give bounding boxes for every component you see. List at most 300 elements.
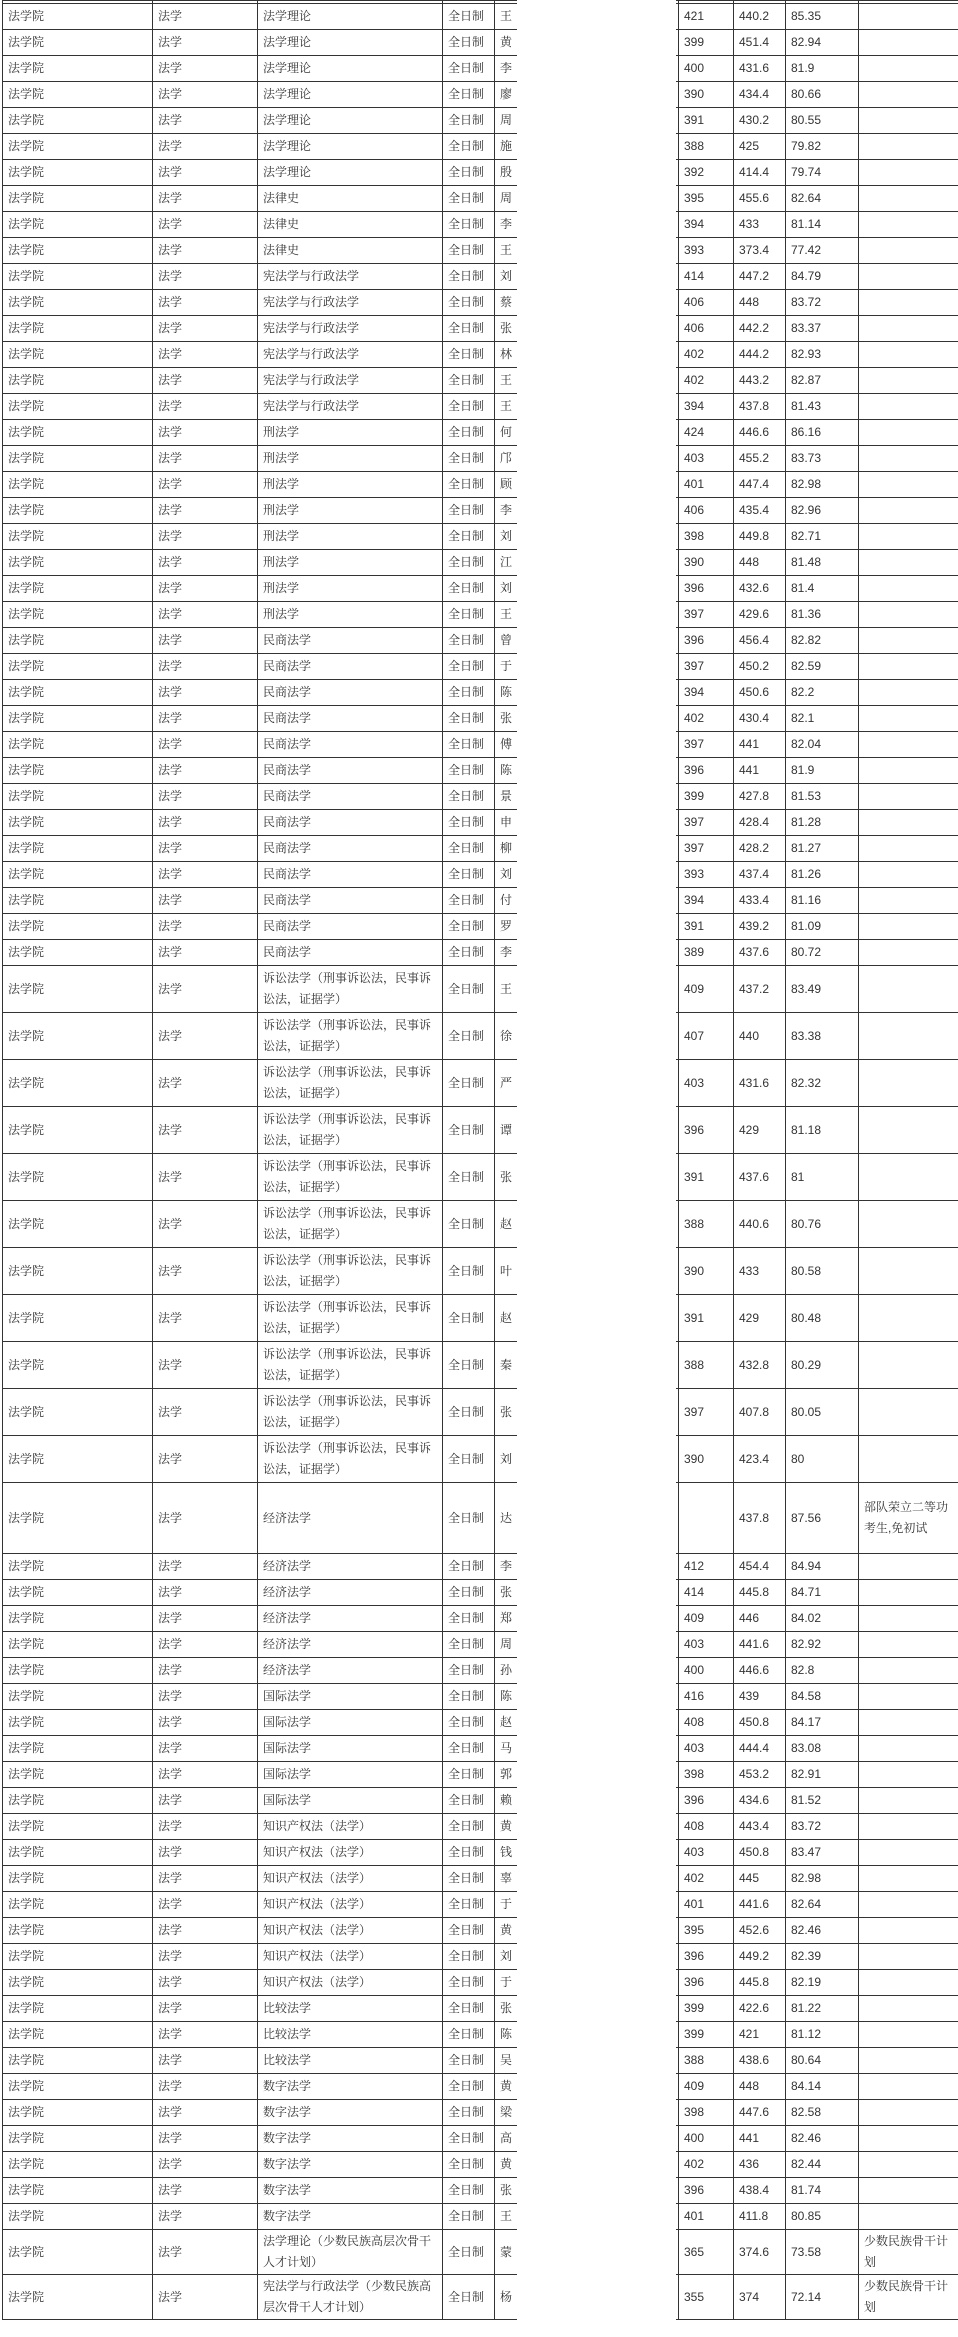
cell-score-2: 445.8	[734, 1580, 786, 1606]
cell-score-1: 398	[679, 2100, 734, 2126]
cell-score-2: 449.2	[734, 1944, 786, 1970]
table-row	[3, 212, 958, 238]
cell-score-1: 424	[679, 420, 734, 446]
table-row	[3, 1248, 958, 1295]
cell-study-mode: 全日制	[443, 2048, 495, 2074]
cell-remark	[859, 732, 958, 758]
cell-college: 法学院	[3, 160, 153, 186]
table-row	[3, 1606, 958, 1632]
cell-score-2: 429	[734, 1295, 786, 1342]
cell-score-2: 440.6	[734, 1201, 786, 1248]
cell-score-1: 397	[679, 602, 734, 628]
cell-score-3: 72.14	[786, 2275, 859, 2320]
cell-study-mode: 全日制	[443, 836, 495, 862]
cell-score-2: 439.2	[734, 914, 786, 940]
cell-score-3: 82.46	[786, 1918, 859, 1944]
cell-college: 法学院	[3, 1632, 153, 1658]
cell-candidate-name: 严	[495, 1060, 679, 1107]
cell-score-2: 441.6	[734, 1892, 786, 1918]
cell-study-mode: 全日制	[443, 1996, 495, 2022]
cell-study-mode: 全日制	[443, 1342, 495, 1389]
cell-college: 法学院	[3, 1606, 153, 1632]
cell-score-2: 433	[734, 212, 786, 238]
table-row	[3, 1436, 958, 1483]
cell-research-direction: 诉讼法学（刑事诉讼法，民事诉讼法，证据学）	[258, 1436, 443, 1483]
table-row	[3, 1996, 958, 2022]
cell-remark	[859, 30, 958, 56]
cell-score-3: 81.9	[786, 56, 859, 82]
cell-remark	[859, 290, 958, 316]
table-row	[3, 2100, 958, 2126]
cell-research-direction: 民商法学	[258, 784, 443, 810]
cell-score-2: 450.8	[734, 1710, 786, 1736]
cell-remark	[859, 1389, 958, 1436]
cell-candidate-name: 王	[495, 368, 679, 394]
cell-remark	[859, 342, 958, 368]
cell-candidate-name: 周	[495, 186, 679, 212]
cell-major: 法学	[153, 290, 258, 316]
cell-candidate-name: 陈	[495, 1684, 679, 1710]
cell-candidate-name: 周	[495, 108, 679, 134]
cell-score-1: 398	[679, 524, 734, 550]
cell-score-1: 391	[679, 1295, 734, 1342]
cell-study-mode: 全日制	[443, 1736, 495, 1762]
cell-score-2: 449.8	[734, 524, 786, 550]
table-row	[3, 1788, 958, 1814]
cell-research-direction: 民商法学	[258, 836, 443, 862]
cell-major: 法学	[153, 1606, 258, 1632]
cell-remark	[859, 2100, 958, 2126]
cell-major: 法学	[153, 1201, 258, 1248]
cell-remark	[859, 888, 958, 914]
cell-score-1: 412	[679, 1554, 734, 1580]
cell-study-mode: 全日制	[443, 1918, 495, 1944]
cell-candidate-name: 刘	[495, 524, 679, 550]
cell-remark	[859, 420, 958, 446]
cell-score-3: 83.49	[786, 966, 859, 1013]
cell-study-mode: 全日制	[443, 2230, 495, 2275]
cell-study-mode: 全日制	[443, 186, 495, 212]
table-row	[3, 758, 958, 784]
cell-score-1: 400	[679, 2126, 734, 2152]
cell-major: 法学	[153, 2178, 258, 2204]
table-row	[3, 810, 958, 836]
cell-major: 法学	[153, 836, 258, 862]
cell-study-mode: 全日制	[443, 368, 495, 394]
cell-major: 法学	[153, 1736, 258, 1762]
cell-score-1: 391	[679, 914, 734, 940]
cell-college: 法学院	[3, 420, 153, 446]
cell-study-mode: 全日制	[443, 862, 495, 888]
cell-research-direction: 法律史	[258, 238, 443, 264]
cell-college: 法学院	[3, 264, 153, 290]
score-table-body	[3, 1, 958, 2320]
cell-candidate-name: 郭	[495, 1762, 679, 1788]
cell-remark	[859, 836, 958, 862]
cell-score-3: 81.09	[786, 914, 859, 940]
table-row	[3, 2275, 958, 2320]
cell-remark	[859, 212, 958, 238]
cell-major: 法学	[153, 810, 258, 836]
cell-research-direction: 民商法学	[258, 706, 443, 732]
table-row	[3, 524, 958, 550]
cell-candidate-name: 施	[495, 134, 679, 160]
cell-college: 法学院	[3, 472, 153, 498]
cell-research-direction: 诉讼法学（刑事诉讼法，民事诉讼法，证据学）	[258, 1342, 443, 1389]
cell-score-3: 82.19	[786, 1970, 859, 1996]
cell-study-mode: 全日制	[443, 472, 495, 498]
cell-college: 法学院	[3, 1060, 153, 1107]
cell-score-2: 374.6	[734, 2230, 786, 2275]
table-row	[3, 1201, 958, 1248]
cell-remark	[859, 862, 958, 888]
table-row	[3, 2074, 958, 2100]
cell-score-3: 82.71	[786, 524, 859, 550]
cell-score-3: 84.79	[786, 264, 859, 290]
table-row	[3, 30, 958, 56]
cell-candidate-name: 张	[495, 316, 679, 342]
cell-remark	[859, 1580, 958, 1606]
cell-college: 法学院	[3, 290, 153, 316]
table-row	[3, 2126, 958, 2152]
cell-candidate-name: 刘	[495, 576, 679, 602]
table-row	[3, 1814, 958, 1840]
cell-score-3: 79.82	[786, 134, 859, 160]
cell-remark	[859, 368, 958, 394]
cell-major: 法学	[153, 784, 258, 810]
cell-major: 法学	[153, 2100, 258, 2126]
cell-remark	[859, 1684, 958, 1710]
cell-score-2: 453.2	[734, 1762, 786, 1788]
cell-college: 法学院	[3, 1710, 153, 1736]
cell-research-direction: 法律史	[258, 186, 443, 212]
cell-remark	[859, 2048, 958, 2074]
cell-study-mode: 全日制	[443, 1866, 495, 1892]
cell-score-2: 439	[734, 1684, 786, 1710]
cell-major: 法学	[153, 914, 258, 940]
cell-score-1: 408	[679, 1710, 734, 1736]
cell-score-3: 83.72	[786, 290, 859, 316]
cell-college: 法学院	[3, 576, 153, 602]
cell-score-1: 409	[679, 966, 734, 1013]
cell-remark	[859, 654, 958, 680]
cell-candidate-name: 张	[495, 1580, 679, 1606]
cell-college: 法学院	[3, 2100, 153, 2126]
cell-candidate-name: 江	[495, 550, 679, 576]
cell-major: 法学	[153, 4, 258, 30]
cell-study-mode: 全日制	[443, 2126, 495, 2152]
cell-college: 法学院	[3, 134, 153, 160]
cell-remark	[859, 602, 958, 628]
cell-major: 法学	[153, 758, 258, 784]
table-row	[3, 4, 958, 30]
cell-score-2: 440	[734, 1013, 786, 1060]
cell-research-direction: 比较法学	[258, 2022, 443, 2048]
cell-research-direction: 宪法学与行政法学	[258, 290, 443, 316]
cell-score-1: 396	[679, 1944, 734, 1970]
cell-score-3: 82.58	[786, 2100, 859, 2126]
cell-score-2: 441	[734, 2126, 786, 2152]
cell-candidate-name: 廖	[495, 82, 679, 108]
cell-research-direction: 宪法学与行政法学	[258, 264, 443, 290]
cell-score-3: 73.58	[786, 2230, 859, 2275]
cell-candidate-name: 于	[495, 1892, 679, 1918]
cell-major: 法学	[153, 1892, 258, 1918]
cell-major: 法学	[153, 706, 258, 732]
cell-score-1: 403	[679, 1060, 734, 1107]
cell-score-1: 391	[679, 108, 734, 134]
table-row	[3, 2204, 958, 2230]
cell-research-direction: 宪法学与行政法学	[258, 394, 443, 420]
cell-score-3: 82.59	[786, 654, 859, 680]
cell-remark	[859, 1632, 958, 1658]
table-row	[3, 368, 958, 394]
cell-research-direction: 数字法学	[258, 2126, 443, 2152]
cell-research-direction: 民商法学	[258, 862, 443, 888]
cell-score-1: 397	[679, 810, 734, 836]
cell-remark	[859, 1201, 958, 1248]
cell-score-1: 391	[679, 1154, 734, 1201]
cell-research-direction: 民商法学	[258, 732, 443, 758]
cell-college: 法学院	[3, 810, 153, 836]
cell-score-2: 446.6	[734, 420, 786, 446]
cell-score-2: 437.2	[734, 966, 786, 1013]
cell-score-1: 396	[679, 1970, 734, 1996]
cell-study-mode: 全日制	[443, 2152, 495, 2178]
cell-score-3: 81.74	[786, 2178, 859, 2204]
cell-score-2: 447.4	[734, 472, 786, 498]
cell-college: 法学院	[3, 342, 153, 368]
cell-remark	[859, 1970, 958, 1996]
cell-research-direction: 数字法学	[258, 2204, 443, 2230]
cell-score-3: 83.37	[786, 316, 859, 342]
cell-research-direction: 诉讼法学（刑事诉讼法，民事诉讼法，证据学）	[258, 1107, 443, 1154]
cell-candidate-name: 刘	[495, 862, 679, 888]
cell-score-1: 388	[679, 1201, 734, 1248]
cell-study-mode: 全日制	[443, 316, 495, 342]
table-row	[3, 1658, 958, 1684]
cell-research-direction: 宪法学与行政法学	[258, 342, 443, 368]
cell-research-direction: 诉讼法学（刑事诉讼法，民事诉讼法，证据学）	[258, 966, 443, 1013]
cell-score-3: 80	[786, 1436, 859, 1483]
cell-college: 法学院	[3, 316, 153, 342]
cell-college: 法学院	[3, 758, 153, 784]
table-row	[3, 706, 958, 732]
cell-research-direction: 比较法学	[258, 1996, 443, 2022]
cell-major: 法学	[153, 1248, 258, 1295]
cell-college: 法学院	[3, 30, 153, 56]
cell-research-direction: 民商法学	[258, 628, 443, 654]
cell-score-3: 80.66	[786, 82, 859, 108]
cell-research-direction: 知识产权法（法学）	[258, 1918, 443, 1944]
cell-research-direction: 刑法学	[258, 524, 443, 550]
cell-major: 法学	[153, 2230, 258, 2275]
cell-major: 法学	[153, 1483, 258, 1554]
cell-candidate-name: 王	[495, 394, 679, 420]
cell-major: 法学	[153, 576, 258, 602]
cell-study-mode: 全日制	[443, 1632, 495, 1658]
cell-major: 法学	[153, 2126, 258, 2152]
cell-score-1: 406	[679, 498, 734, 524]
cell-candidate-name: 黄	[495, 30, 679, 56]
cell-score-2: 450.8	[734, 1840, 786, 1866]
cell-score-1: 396	[679, 576, 734, 602]
cell-score-1: 396	[679, 1107, 734, 1154]
cell-study-mode: 全日制	[443, 1684, 495, 1710]
cell-score-1: 407	[679, 1013, 734, 1060]
cell-research-direction: 数字法学	[258, 2178, 443, 2204]
cell-remark	[859, 1814, 958, 1840]
cell-remark	[859, 1013, 958, 1060]
cell-score-2: 436	[734, 2152, 786, 2178]
table-row	[3, 264, 958, 290]
cell-college: 法学院	[3, 914, 153, 940]
cell-candidate-name: 林	[495, 342, 679, 368]
cell-major: 法学	[153, 1840, 258, 1866]
table-row	[3, 2152, 958, 2178]
cell-candidate-name: 谭	[495, 1107, 679, 1154]
cell-candidate-name: 何	[495, 420, 679, 446]
cell-study-mode: 全日制	[443, 810, 495, 836]
cell-college: 法学院	[3, 2126, 153, 2152]
cell-score-2: 455.2	[734, 446, 786, 472]
cell-major: 法学	[153, 1632, 258, 1658]
cell-remark	[859, 576, 958, 602]
cell-score-3: 82.82	[786, 628, 859, 654]
cell-score-3: 81	[786, 1154, 859, 1201]
cell-score-1: 403	[679, 1840, 734, 1866]
table-row	[3, 732, 958, 758]
cell-study-mode: 全日制	[443, 2074, 495, 2100]
table-row	[3, 342, 958, 368]
cell-candidate-name: 李	[495, 1554, 679, 1580]
table-row	[3, 1970, 958, 1996]
cell-score-1: 402	[679, 2152, 734, 2178]
cell-college: 法学院	[3, 1201, 153, 1248]
cell-study-mode: 全日制	[443, 1389, 495, 1436]
cell-remark: 少数民族骨干计划	[859, 2230, 958, 2275]
cell-college: 法学院	[3, 1554, 153, 1580]
cell-candidate-name: 黄	[495, 2152, 679, 2178]
cell-score-1: 398	[679, 1762, 734, 1788]
cell-study-mode: 全日制	[443, 290, 495, 316]
cell-candidate-name: 王	[495, 2204, 679, 2230]
cell-college: 法学院	[3, 1436, 153, 1483]
table-row	[3, 82, 958, 108]
cell-remark	[859, 472, 958, 498]
cell-candidate-name: 马	[495, 1736, 679, 1762]
cell-remark	[859, 82, 958, 108]
cell-remark	[859, 758, 958, 784]
cell-score-2: 441	[734, 732, 786, 758]
cell-college: 法学院	[3, 784, 153, 810]
cell-score-1: 402	[679, 1866, 734, 1892]
cell-score-1: 400	[679, 56, 734, 82]
table-row	[3, 238, 958, 264]
table-row	[3, 1554, 958, 1580]
cell-score-2: 450.6	[734, 680, 786, 706]
cell-score-2: 427.8	[734, 784, 786, 810]
cell-score-2: 432.6	[734, 576, 786, 602]
cell-score-2: 451.4	[734, 30, 786, 56]
cell-research-direction: 刑法学	[258, 550, 443, 576]
cell-score-1: 401	[679, 1892, 734, 1918]
cell-score-3: 82.8	[786, 1658, 859, 1684]
cell-college: 法学院	[3, 1154, 153, 1201]
cell-score-1: 399	[679, 2022, 734, 2048]
table-row	[3, 316, 958, 342]
cell-remark	[859, 1944, 958, 1970]
cell-score-1: 401	[679, 2204, 734, 2230]
table-row	[3, 1710, 958, 1736]
table-row	[3, 576, 958, 602]
cell-score-3: 82.91	[786, 1762, 859, 1788]
cell-score-1: 393	[679, 238, 734, 264]
cell-research-direction: 宪法学与行政法学（少数民族高层次骨干人才计划）	[258, 2275, 443, 2320]
cell-study-mode: 全日制	[443, 1201, 495, 1248]
cell-candidate-name: 黄	[495, 1814, 679, 1840]
cell-study-mode: 全日制	[443, 1762, 495, 1788]
cell-research-direction: 诉讼法学（刑事诉讼法，民事诉讼法，证据学）	[258, 1248, 443, 1295]
table-row	[3, 1295, 958, 1342]
table-row	[3, 654, 958, 680]
table-row	[3, 1154, 958, 1201]
cell-score-2: 433.4	[734, 888, 786, 914]
cell-research-direction: 经济法学	[258, 1632, 443, 1658]
cell-college: 法学院	[3, 1389, 153, 1436]
cell-study-mode: 全日制	[443, 602, 495, 628]
cell-study-mode: 全日制	[443, 524, 495, 550]
cell-research-direction: 经济法学	[258, 1483, 443, 1554]
cell-research-direction: 宪法学与行政法学	[258, 316, 443, 342]
table-row	[3, 1107, 958, 1154]
cell-candidate-name: 殷	[495, 160, 679, 186]
cell-research-direction: 诉讼法学（刑事诉讼法，民事诉讼法，证据学）	[258, 1389, 443, 1436]
cell-candidate-name: 高	[495, 2126, 679, 2152]
admission-score-table	[2, 0, 958, 2320]
cell-score-1: 388	[679, 2048, 734, 2074]
cell-study-mode: 全日制	[443, 420, 495, 446]
cell-major: 法学	[153, 56, 258, 82]
cell-college: 法学院	[3, 1814, 153, 1840]
cell-score-1: 402	[679, 368, 734, 394]
table-row	[3, 966, 958, 1013]
cell-major: 法学	[153, 1154, 258, 1201]
cell-study-mode: 全日制	[443, 1107, 495, 1154]
cell-major: 法学	[153, 2275, 258, 2320]
cell-score-1: 416	[679, 1684, 734, 1710]
cell-score-1: 399	[679, 1996, 734, 2022]
cell-major: 法学	[153, 2204, 258, 2230]
cell-score-3: 77.42	[786, 238, 859, 264]
cell-major: 法学	[153, 654, 258, 680]
cell-score-2: 430.4	[734, 706, 786, 732]
cell-major: 法学	[153, 82, 258, 108]
cell-study-mode: 全日制	[443, 550, 495, 576]
cell-candidate-name: 邝	[495, 446, 679, 472]
cell-college: 法学院	[3, 1970, 153, 1996]
cell-score-1: 414	[679, 264, 734, 290]
cell-research-direction: 法学理论	[258, 4, 443, 30]
cell-score-3: 82.92	[786, 1632, 859, 1658]
cell-major: 法学	[153, 550, 258, 576]
cell-major: 法学	[153, 1788, 258, 1814]
cell-score-1: 390	[679, 550, 734, 576]
cell-score-1: 397	[679, 1389, 734, 1436]
cell-score-3: 84.71	[786, 1580, 859, 1606]
cell-candidate-name: 刘	[495, 1436, 679, 1483]
cell-college: 法学院	[3, 1762, 153, 1788]
